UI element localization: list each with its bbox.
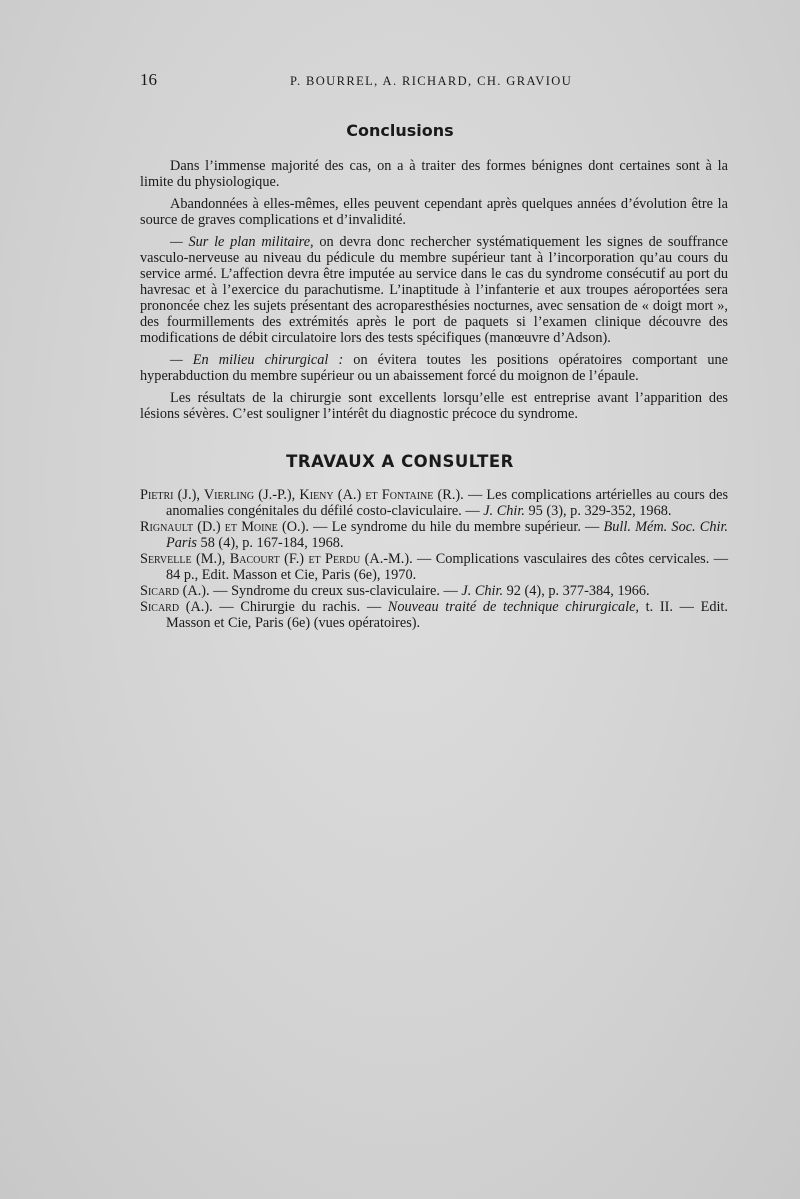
reference-tail: 92 (4), p. 377-384, 1966. [503, 583, 650, 599]
reference-journal: Nouveau traité de technique chirurgicale, [387, 599, 640, 615]
reference-text: — Syndrome du creux sus-claviculaire. — [209, 583, 462, 599]
paragraph-text: Dans l’immense majorité des cas, on a à traiter des formes bénignes dont certaines sont à la limite du physiologique. [140, 158, 728, 190]
paragraph [140, 352, 728, 384]
reference-item [140, 551, 728, 583]
references-heading: TRAVAUX A CONSULTER [286, 452, 514, 471]
paragraph-lead: — Sur le plan militaire, [170, 234, 314, 250]
paragraph [140, 234, 728, 346]
reference-item [140, 599, 728, 631]
running-head: P. BOURREL, A. RICHARD, CH. GRAVIOU [290, 74, 573, 88]
reference-authors: Sicard (A.). [140, 583, 210, 599]
reference-journal: J. Chir. [461, 583, 504, 599]
page-header [140, 70, 670, 92]
page-number: 16 [140, 70, 157, 89]
reference-text: — Les complications artérielles au cours des anomalies congénitales du défilé costo-claviculaire. — [166, 487, 729, 519]
conclusions-heading: Conclusions [346, 121, 454, 140]
paragraph-lead: — En milieu chirurgical : [170, 352, 344, 368]
reference-authors: Sicard (A.). [140, 599, 213, 615]
reference-journal: J. Chir. [483, 503, 525, 519]
reference-authors: Rignault (D.) et Moine (O.). [140, 519, 309, 535]
conclusions-body [140, 158, 728, 428]
reference-tail: 58 (4), p. 167-184, 1968. [196, 535, 344, 551]
paragraph-text: Les résultats de la chirurgie sont excellents lorsqu’elle est entreprise avant l’apparition des lésions sévères. C’est souligner l’intérêt du diagnostic précoce du syndrome. [140, 390, 728, 422]
paragraph-text: on évitera toutes les positions opératoires comportant une hyperabduction du membre supérieur ou un abaissement forcé du moignon de l’épaule. [140, 352, 728, 384]
paragraph [140, 158, 728, 190]
reference-authors: Pietri (J.), Vierling (J.-P.), Kieny (A.) et Fontaine (R.). [140, 487, 464, 503]
reference-item [140, 487, 728, 519]
reference-tail: t. II. — Edit. Masson et Cie, Paris (6e) (vues opératoires). [166, 599, 728, 631]
paragraph [140, 390, 728, 422]
reference-journal: Bull. Mém. Soc. Chir. Paris [166, 519, 729, 551]
reference-text: — Complications vasculaires des côtes cervicales. — 84 p., Edit. Masson et Cie, Paris (6e), 1970. [166, 551, 728, 583]
reference-text: — Le syndrome du hile du membre supérieur. — [308, 519, 604, 535]
reference-text: — Chirurgie du rachis. — [212, 599, 388, 615]
reference-item [140, 519, 728, 551]
reference-tail: 95 (3), p. 329-352, 1968. [524, 503, 672, 519]
reference-authors: Servelle (M.), Bacourt (F.) et Perdu (A.-M.). [140, 551, 413, 567]
paragraph [140, 196, 728, 228]
reference-item [140, 583, 728, 599]
paragraph-text: Abandonnées à elles-mêmes, elles peuvent cependant après quelques années d’évolution être la source de graves complications et d’invalidité. [140, 196, 728, 228]
reference-list [140, 487, 728, 631]
paragraph-text: on devra donc rechercher systématiquement les signes de souffrance vasculo-nerveuse au niveau du pédicule du membre supérieur tant à l’incorporation qu’au cours du service armé. L’affection devra être imputée au service dans le cas du syndrome consécutif au port du havresac et à l’exercice du parachutisme. L’inaptitude à l’infanterie et aux troupes aéroportées sera prononcée chez les sujets présentant des acroparesthésies nocturnes, avec sensation de « doigt mort », des fourmillements des extrémités après le port de paquets si l’examen clinique découvre des modifications de débit circulatoire lors des tests spécifiques (manœuvre d’Adson). [140, 234, 728, 346]
